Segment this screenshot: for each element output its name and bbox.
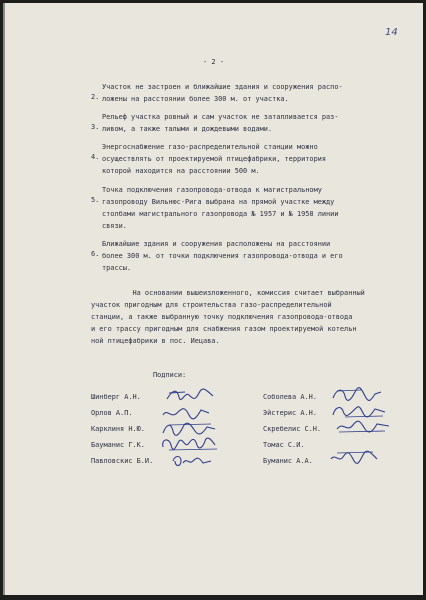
item-number: 5. xyxy=(91,195,100,204)
signer-name: Эйстерис А.Н. xyxy=(263,409,317,417)
conclusion-line: станции, а также выбранную точку подключения газопровода-отвода xyxy=(91,313,353,321)
item-line: Рельеф участка ровный и сам участок не затапливается раз- xyxy=(102,113,339,121)
item-number: 3. xyxy=(91,122,100,131)
signer-name: Павловскис Б.И. xyxy=(91,457,154,465)
signer-name: Шинберг А.Н. xyxy=(91,393,141,401)
conclusion-line: На основании вышеизложенного, комиссия считает выбранный xyxy=(91,289,365,297)
item-line: столбами магистрального газопровода № 1957 и № 1958 линии xyxy=(102,210,339,218)
item-line: Участок не застроен и ближайшие здания и сооружения распо- xyxy=(102,83,343,91)
page-number: - 2 - xyxy=(203,58,225,66)
item-line: более 300 м. от точки подключения газопровода-отвода и его xyxy=(102,252,343,260)
item-line: которой находится на расстоянии 500 м. xyxy=(102,167,260,175)
item-line: связи. xyxy=(102,222,127,230)
handwritten-signature xyxy=(329,449,381,471)
conclusion-line: участок пригодным для строительства газо-распределительной xyxy=(91,301,332,309)
item-line: ложены на расстоянии более 300 м. от участка. xyxy=(102,95,289,103)
item-line: Энергоснабжение газо-распределительной станции можно xyxy=(102,143,318,151)
handwritten-signature xyxy=(165,387,215,407)
item-line: газопроводу Вильнюс-Рига выбрана на прямой участке между xyxy=(102,198,335,206)
handwritten-signature xyxy=(335,419,391,439)
item-line: Точка подключения газопровода-отвода к магистральному xyxy=(102,186,322,194)
signer-name: Бауманис Г.К. xyxy=(91,441,145,449)
signer-name: Буманис А.А. xyxy=(263,457,313,465)
signer-name: Томас С.И. xyxy=(263,441,305,449)
handwritten-signature xyxy=(171,453,215,473)
conclusion-line: ной птицефабрики в пос. Иецава. xyxy=(91,337,220,345)
item-line: осуществлять от проектируемой птицефабрики, территория xyxy=(102,155,327,163)
item-number: 2. xyxy=(91,92,100,101)
signatures-heading: Подписи: xyxy=(153,371,187,379)
item-line: Ближайшие здания и сооружения расположены на расстоянии xyxy=(102,240,331,248)
item-line: трассы. xyxy=(102,264,132,272)
item-number: 4. xyxy=(91,152,100,161)
item-line: ливом, а также талыми и дождевыми водами. xyxy=(102,125,273,133)
item-number: 6. xyxy=(91,249,100,258)
signer-name: Карклиня Н.Ю. xyxy=(91,425,145,433)
signer-name: Соболева А.Н. xyxy=(263,393,317,401)
signer-name: Скребелис С.Н. xyxy=(263,425,322,433)
document-page xyxy=(3,3,423,595)
archive-number: 14 xyxy=(385,27,398,38)
signer-name: Орлов А.П. xyxy=(91,409,133,417)
conclusion-line: и его трассу пригодным для снабжения газом проектируемой котельн xyxy=(91,325,357,333)
